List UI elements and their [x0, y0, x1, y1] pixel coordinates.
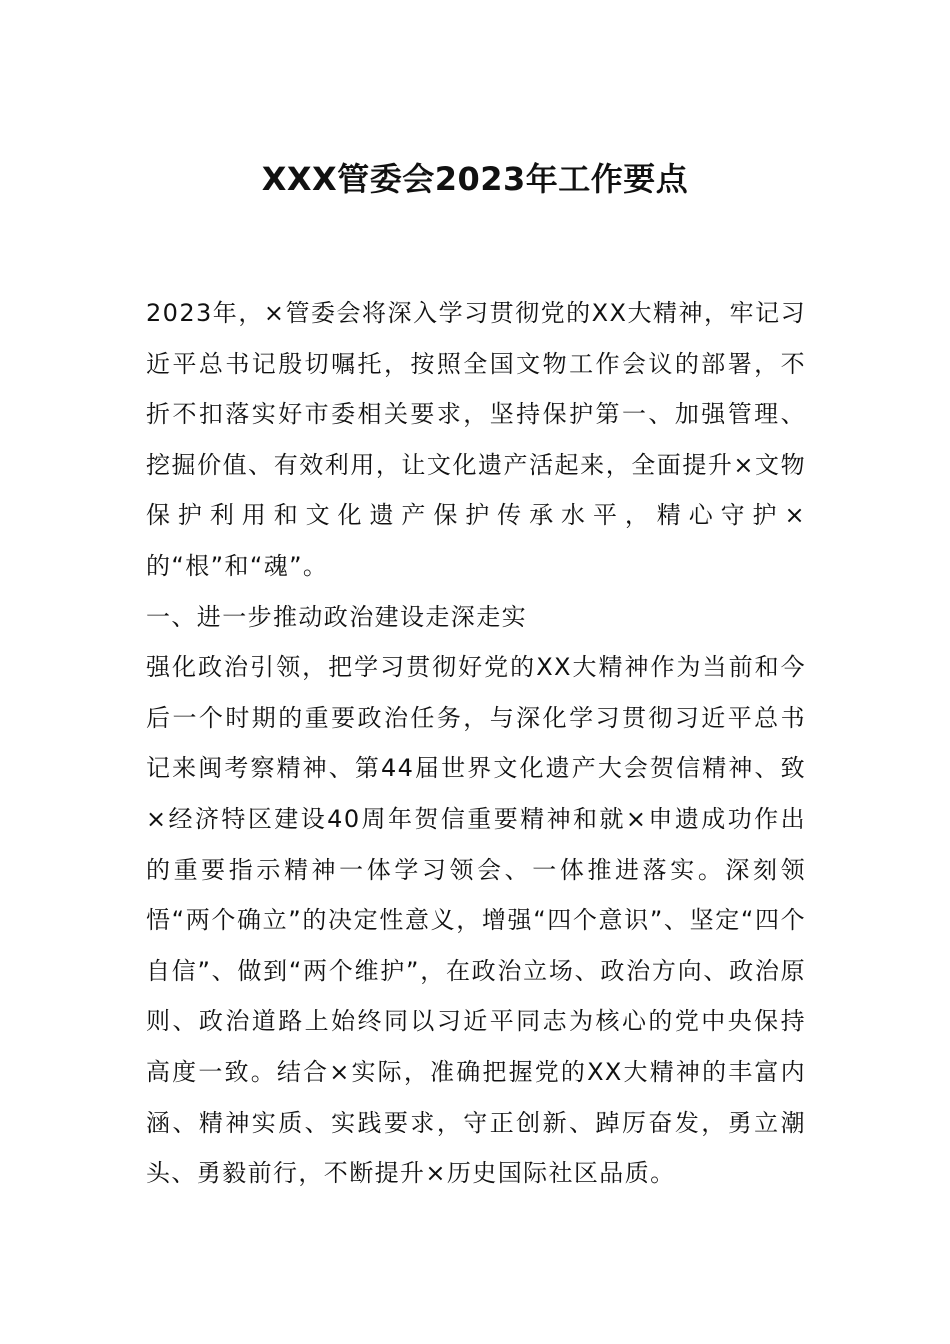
section-1-heading: 一、进一步推动政治建设走深走实 [146, 602, 527, 631]
section-1-paragraph: 强化政治引领，把学习贯彻好党的XX大精神作为当前和今后一个时期的重要政治任务，与深化学习贯彻习近平总书记来闽考察精神、第44届世界文化遗产大会贺信精神、致×经济特区建设40周年贺信重要精神和就×申遗成功作出的重要指示精神一体学习领会、一体推进落实。深刻领悟“两个确立”的决定性意义，增强“四个意识”、坚定“四个自信”、做到“两个维护”，在政治立场、政治方向、政治原则、政治道路上始终同以习近平同志为核心的党中央保持高度一致。结合×实际，准确把握党的XX大精神的丰富内涵、精神实质、实践要求，守正创新、踔厉奋发，勇立潮头、勇毅前行，不断提升×历史国际社区品质。 [146, 653, 806, 1188]
document-title: XXX管委会2023年工作要点 [261, 160, 689, 198]
document-body [146, 288, 806, 1199]
intro-paragraph: 2023年，×管委会将深入学习贯彻党的XX大精神，牢记习近平总书记殷切嘱托，按照全国文物工作会议的部署，不折不扣落实好市委相关要求，坚持保护第一、加强管理、挖掘价值、有效利用，让文化遗产活起来，全面提升×文物保护利用和文化遗产保护传承水平，精心守护×的“根”和“魂”。 [146, 299, 806, 580]
